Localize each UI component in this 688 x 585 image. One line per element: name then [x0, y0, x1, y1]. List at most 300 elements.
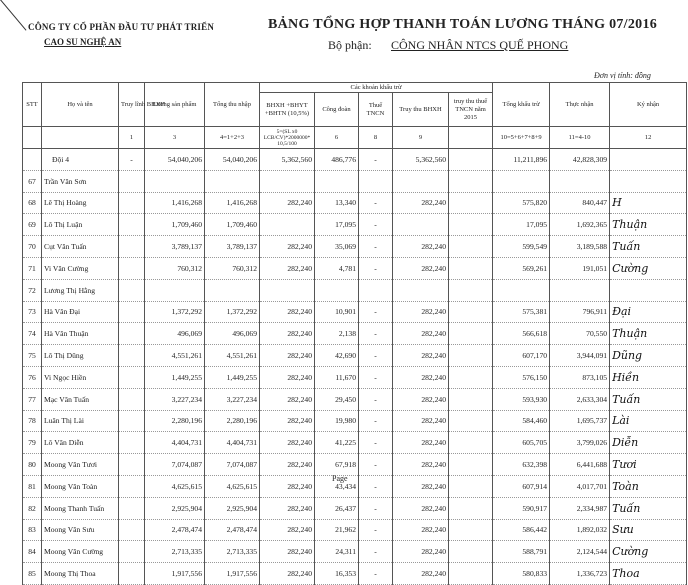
- group-tong-thu-nhap: 54,040,206: [205, 149, 260, 171]
- cell-bhxh: [260, 170, 315, 192]
- cell-empty: [119, 345, 145, 367]
- cell-empty: [119, 475, 145, 497]
- cell-tong: 4,625,615: [205, 475, 260, 497]
- index-cell: 10=5+6+7+8+9: [493, 127, 550, 149]
- table-row: [23, 388, 687, 410]
- cell-bhxh: 282,240: [260, 323, 315, 345]
- table-row: [23, 563, 687, 585]
- cell-luong_sp: 1,449,255: [145, 366, 205, 388]
- cell-cd: 42,690: [315, 345, 359, 367]
- cell-tong: 1,372,292: [205, 301, 260, 323]
- cell-empty: [119, 170, 145, 192]
- cell-tn: [550, 279, 610, 301]
- table-row: [23, 214, 687, 236]
- cell-tkt: 586,442: [493, 519, 550, 541]
- cell-cd: 19,980: [315, 410, 359, 432]
- cell-bhxh: 282,240: [260, 345, 315, 367]
- cell-luong_sp: 2,280,196: [145, 410, 205, 432]
- cell-empty: [119, 454, 145, 476]
- cell-tkt: 580,833: [493, 563, 550, 585]
- cell-name: Moong Văn Tươi: [42, 454, 119, 476]
- cell-sig: [610, 279, 687, 301]
- company-name-line2: CAO SU NGHỆ AN: [44, 37, 122, 47]
- cell-tong: 7,074,087: [205, 454, 260, 476]
- cell-stt: 71: [23, 257, 42, 279]
- department-label: Bộ phận:: [328, 38, 372, 52]
- cell-stt: 81: [23, 475, 42, 497]
- col-thue: Thuế TNCN: [359, 93, 393, 127]
- cell-empty: [119, 410, 145, 432]
- cell-tong: [205, 279, 260, 301]
- cell-tong: 1,917,556: [205, 563, 260, 585]
- cell-empty: [449, 410, 493, 432]
- cell-cd: 2,138: [315, 323, 359, 345]
- cell-name: Trần Văn Sơn: [42, 170, 119, 192]
- table-row: [23, 541, 687, 563]
- cell-thue: [359, 170, 393, 192]
- cell-tn: 4,017,701: [550, 475, 610, 497]
- cell-tong: 2,280,196: [205, 410, 260, 432]
- table-row: [23, 454, 687, 476]
- cell-luong_sp: 3,227,234: [145, 388, 205, 410]
- cell-name: Lương Thị Hằng: [42, 279, 119, 301]
- cell-sig: Đại: [610, 301, 687, 323]
- cell-tong: 3,789,137: [205, 236, 260, 258]
- cell-stt: 73: [23, 301, 42, 323]
- cell-empty: [119, 192, 145, 214]
- cell-empty: [449, 519, 493, 541]
- cell-tkt: 607,170: [493, 345, 550, 367]
- cell-tkt: 17,095: [493, 214, 550, 236]
- col-bhxh: BHXH +BHYT +BHTN (10,5%): [260, 93, 315, 127]
- cell-empty: [119, 236, 145, 258]
- col-deductions-group: Các khoản khấu trừ: [260, 83, 493, 93]
- cell-tn: 1,892,032: [550, 519, 610, 541]
- cell-sig: H: [610, 192, 687, 214]
- cell-sig: Tuấn: [610, 388, 687, 410]
- index-cell: 8: [359, 127, 393, 149]
- cell-stt: 69: [23, 214, 42, 236]
- cell-thue: -: [359, 519, 393, 541]
- cell-bhxh: 282,240: [260, 432, 315, 454]
- cell-truy: 282,240: [393, 323, 449, 345]
- index-cell: 11=4-10: [550, 127, 610, 149]
- cell-empty: [449, 192, 493, 214]
- cell-thue: -: [359, 388, 393, 410]
- table-row: [23, 323, 687, 345]
- cell-sig: Cường: [610, 257, 687, 279]
- cell-thue: -: [359, 432, 393, 454]
- index-cell: [42, 127, 119, 149]
- cell-name: Moong Thanh Tuấn: [42, 497, 119, 519]
- cell-tkt: 599,549: [493, 236, 550, 258]
- payroll-table: [22, 82, 687, 585]
- cell-truy: 282,240: [393, 257, 449, 279]
- cell-tn: 6,441,688: [550, 454, 610, 476]
- cell-luong_sp: 4,551,261: [145, 345, 205, 367]
- cell-truy: 282,240: [393, 345, 449, 367]
- cell-tong: 4,404,731: [205, 432, 260, 454]
- index-cell: 6: [315, 127, 359, 149]
- cell-tkt: 605,705: [493, 432, 550, 454]
- cell-luong_sp: 1,372,292: [145, 301, 205, 323]
- page-label: Page: [332, 474, 348, 483]
- cell-empty: [119, 497, 145, 519]
- unit-note: Đơn vị tính: đồng: [594, 71, 651, 80]
- index-cell: 1: [119, 127, 145, 149]
- col-stt: STT: [23, 83, 42, 127]
- group-thue: -: [359, 149, 393, 171]
- cell-empty: [449, 388, 493, 410]
- cell-cd: 41,225: [315, 432, 359, 454]
- table-row: [23, 345, 687, 367]
- cell-cd: 13,340: [315, 192, 359, 214]
- cell-luong_sp: [145, 170, 205, 192]
- cell-name: Moong Văn Toàn: [42, 475, 119, 497]
- col-cong-doan: Công đoàn: [315, 93, 359, 127]
- cell-tn: 3,799,026: [550, 432, 610, 454]
- table-row: [23, 192, 687, 214]
- cell-tong: 1,416,268: [205, 192, 260, 214]
- cell-sig: Diễn: [610, 432, 687, 454]
- cell-sig: Tuấn: [610, 497, 687, 519]
- cell-cd: 21,962: [315, 519, 359, 541]
- cell-sig: Dũng: [610, 345, 687, 367]
- cell-tn: 1,336,723: [550, 563, 610, 585]
- cell-cd: 26,437: [315, 497, 359, 519]
- cell-empty: [119, 388, 145, 410]
- cell-sig: Cường: [610, 541, 687, 563]
- cell-tkt: 575,820: [493, 192, 550, 214]
- cell-empty: [119, 279, 145, 301]
- cell-empty: [449, 432, 493, 454]
- table-row: [23, 410, 687, 432]
- cell-luong_sp: 2,925,904: [145, 497, 205, 519]
- cell-empty: [449, 301, 493, 323]
- cell-cd: [315, 170, 359, 192]
- cell-tkt: 593,930: [493, 388, 550, 410]
- cell-thue: -: [359, 323, 393, 345]
- index-cell: 5=(SL x0 LCB/CV)*2000000* 10,5/100: [260, 127, 315, 149]
- cell-sig: Sưu: [610, 519, 687, 541]
- cell-name: Lô Thị Luận: [42, 214, 119, 236]
- cell-empty: [119, 301, 145, 323]
- cell-tong: 1,709,460: [205, 214, 260, 236]
- cell-stt: 75: [23, 345, 42, 367]
- cell-truy: [393, 214, 449, 236]
- group-thuc-nhan: 42,828,309: [550, 149, 610, 171]
- cell-name: Lô Thị Dũng: [42, 345, 119, 367]
- cell-tong: 2,925,904: [205, 497, 260, 519]
- cell-empty: [119, 563, 145, 585]
- cell-luong_sp: 1,709,460: [145, 214, 205, 236]
- cell-empty: [449, 563, 493, 585]
- cell-sig: Toàn: [610, 475, 687, 497]
- cell-name: Lê Thị Hoàng: [42, 192, 119, 214]
- cell-bhxh: 282,240: [260, 366, 315, 388]
- cell-cd: [315, 279, 359, 301]
- cell-sig: Thoa: [610, 563, 687, 585]
- cell-bhxh: 282,240: [260, 454, 315, 476]
- cell-truy: 282,240: [393, 366, 449, 388]
- index-cell: [23, 127, 42, 149]
- cell-tkt: 569,261: [493, 257, 550, 279]
- department-value: CÔNG NHÂN NTCS QUẾ PHONG: [391, 38, 569, 52]
- cell-thue: -: [359, 214, 393, 236]
- cell-stt: 80: [23, 454, 42, 476]
- col-truy-linh: Truy lĩnh BHXH: [119, 83, 145, 127]
- index-cell: 4=1+2+3: [205, 127, 260, 149]
- cell-bhxh: 282,240: [260, 301, 315, 323]
- table-row: [23, 519, 687, 541]
- cell-tn: 2,334,987: [550, 497, 610, 519]
- cell-thue: -: [359, 497, 393, 519]
- index-cell: 12: [610, 127, 687, 149]
- cell-tkt: 575,381: [493, 301, 550, 323]
- cell-name: Moong Văn Cường: [42, 541, 119, 563]
- group-bhxh: 5,362,560: [260, 149, 315, 171]
- cell-cd: 43,434: [315, 475, 359, 497]
- cell-empty: [449, 497, 493, 519]
- cell-tn: 1,695,737: [550, 410, 610, 432]
- cell-cd: 16,353: [315, 563, 359, 585]
- cell-stt: 82: [23, 497, 42, 519]
- cell-empty: [449, 257, 493, 279]
- col-tong-khau-tru: Tổng khấu trừ: [493, 83, 550, 127]
- cell-empty: [449, 541, 493, 563]
- cell-truy: 282,240: [393, 192, 449, 214]
- cell-tn: 1,692,365: [550, 214, 610, 236]
- cell-empty: [119, 257, 145, 279]
- col-truy-thu: Truy thu BHXH: [393, 93, 449, 127]
- cell-stt: 85: [23, 563, 42, 585]
- cell-bhxh: 282,240: [260, 236, 315, 258]
- cell-name: Luân Thị Lài: [42, 410, 119, 432]
- cell-tn: 840,447: [550, 192, 610, 214]
- cell-tn: 70,550: [550, 323, 610, 345]
- cell-empty: [449, 279, 493, 301]
- cell-cd: 10,901: [315, 301, 359, 323]
- group-cong-doan: 486,776: [315, 149, 359, 171]
- table-row: [23, 366, 687, 388]
- cell-sig: Tươi: [610, 454, 687, 476]
- group-row: [23, 149, 687, 171]
- cell-cd: 67,918: [315, 454, 359, 476]
- col-ky-nhan: Ký nhận: [610, 83, 687, 127]
- cell-sig: Thuận: [610, 323, 687, 345]
- cell-truy: 282,240: [393, 475, 449, 497]
- cell-tong: 4,551,261: [205, 345, 260, 367]
- cell-truy: 282,240: [393, 519, 449, 541]
- cell-tn: 873,105: [550, 366, 610, 388]
- cell-bhxh: 282,240: [260, 497, 315, 519]
- cell-thue: [359, 279, 393, 301]
- group-truy-thu: 5,362,560: [393, 149, 449, 171]
- cell-tong: 2,713,335: [205, 541, 260, 563]
- cell-tong: 496,069: [205, 323, 260, 345]
- cell-cd: 29,450: [315, 388, 359, 410]
- cell-name: Hà Văn Thuận: [42, 323, 119, 345]
- cell-luong_sp: 1,416,268: [145, 192, 205, 214]
- index-cell: [449, 127, 493, 149]
- cell-thue: -: [359, 301, 393, 323]
- group-label: Đội 4: [42, 149, 119, 171]
- cell-empty: [449, 454, 493, 476]
- cell-luong_sp: 2,478,474: [145, 519, 205, 541]
- cell-thue: -: [359, 541, 393, 563]
- cell-tkt: 590,917: [493, 497, 550, 519]
- cell-sig: Lài: [610, 410, 687, 432]
- cell-name: Vi Ngọc Hiền: [42, 366, 119, 388]
- cell-bhxh: [260, 214, 315, 236]
- cell-stt: 79: [23, 432, 42, 454]
- cell-thue: -: [359, 454, 393, 476]
- cell-tn: 3,944,091: [550, 345, 610, 367]
- cell-tkt: 607,914: [493, 475, 550, 497]
- cell-luong_sp: 760,312: [145, 257, 205, 279]
- cell-truy: 282,240: [393, 432, 449, 454]
- cell-tn: [550, 170, 610, 192]
- cell-empty: [449, 214, 493, 236]
- cell-thue: -: [359, 257, 393, 279]
- cell-tn: 2,633,304: [550, 388, 610, 410]
- group-luong-sp: 54,040,206: [145, 149, 205, 171]
- cell-cd: 4,781: [315, 257, 359, 279]
- cell-empty: [119, 519, 145, 541]
- col-tong-thu-nhap: Tổng thu nhập: [205, 83, 260, 127]
- cell-truy: 282,240: [393, 497, 449, 519]
- table-row: [23, 279, 687, 301]
- cell-thue: -: [359, 563, 393, 585]
- index-row: [23, 127, 687, 149]
- cell-tong: [205, 170, 260, 192]
- cell-stt: 84: [23, 541, 42, 563]
- cell-empty: [119, 323, 145, 345]
- cell-cd: 24,311: [315, 541, 359, 563]
- cell-thue: -: [359, 475, 393, 497]
- cell-tn: 796,911: [550, 301, 610, 323]
- cell-truy: 282,240: [393, 388, 449, 410]
- cell-truy: [393, 279, 449, 301]
- cell-stt: 74: [23, 323, 42, 345]
- cell-sig: Tuấn: [610, 236, 687, 258]
- cell-luong_sp: 7,074,087: [145, 454, 205, 476]
- table-row: [23, 497, 687, 519]
- cell-name: Hà Văn Đại: [42, 301, 119, 323]
- cell-luong_sp: 3,789,137: [145, 236, 205, 258]
- cell-tn: 2,124,544: [550, 541, 610, 563]
- cell-tn: 191,051: [550, 257, 610, 279]
- cell-bhxh: 282,240: [260, 257, 315, 279]
- table-row: [23, 170, 687, 192]
- cell-empty: [119, 214, 145, 236]
- table-row: [23, 432, 687, 454]
- cell-name: Vi Văn Cường: [42, 257, 119, 279]
- cell-cd: 11,670: [315, 366, 359, 388]
- cell-stt: 70: [23, 236, 42, 258]
- cell-empty: [449, 236, 493, 258]
- cell-thue: -: [359, 366, 393, 388]
- table-row: [23, 236, 687, 258]
- company-name-line1: CÔNG TY CỔ PHẦN ĐẦU TƯ PHÁT TRIỂN: [28, 22, 215, 32]
- cell-empty: [119, 541, 145, 563]
- cell-truy: 282,240: [393, 301, 449, 323]
- cell-tkt: 566,618: [493, 323, 550, 345]
- cell-luong_sp: [145, 279, 205, 301]
- cell-empty: [119, 366, 145, 388]
- index-cell: 3: [145, 127, 205, 149]
- cell-empty: [449, 366, 493, 388]
- cell-tong: 1,449,255: [205, 366, 260, 388]
- cell-sig: Thuận: [610, 214, 687, 236]
- cell-tkt: [493, 279, 550, 301]
- cell-tkt: 588,791: [493, 541, 550, 563]
- cell-bhxh: 282,240: [260, 475, 315, 497]
- cell-luong_sp: 4,625,615: [145, 475, 205, 497]
- cell-stt: 76: [23, 366, 42, 388]
- col-luong-sp: Lương sản phẩm: [145, 83, 205, 127]
- cell-name: Moong Thị Thoa: [42, 563, 119, 585]
- cell-name: Lô Văn Diễn: [42, 432, 119, 454]
- cell-tong: 3,227,234: [205, 388, 260, 410]
- cell-bhxh: 282,240: [260, 410, 315, 432]
- cell-name: Cụt Văn Tuấn: [42, 236, 119, 258]
- cell-bhxh: [260, 279, 315, 301]
- cell-tong: 2,478,474: [205, 519, 260, 541]
- cell-tkt: [493, 170, 550, 192]
- cell-stt: 68: [23, 192, 42, 214]
- document-title: BẢNG TỔNG HỢP THANH TOÁN LƯƠNG THÁNG 07/2016: [268, 17, 658, 32]
- cell-stt: 67: [23, 170, 42, 192]
- cell-cd: 17,095: [315, 214, 359, 236]
- cell-empty: [449, 345, 493, 367]
- col-name: Họ và tên: [42, 83, 119, 127]
- cell-cd: 35,069: [315, 236, 359, 258]
- cell-thue: -: [359, 345, 393, 367]
- cell-truy: 282,240: [393, 410, 449, 432]
- col-thuc-nhan: Thực nhận: [550, 83, 610, 127]
- table-row: [23, 475, 687, 497]
- cell-thue: -: [359, 410, 393, 432]
- cell-name: Mạc Văn Tuấn: [42, 388, 119, 410]
- cell-tong: 760,312: [205, 257, 260, 279]
- cell-luong_sp: 1,917,556: [145, 563, 205, 585]
- cell-tkt: 584,460: [493, 410, 550, 432]
- cell-tn: 3,189,588: [550, 236, 610, 258]
- table-row: [23, 301, 687, 323]
- table-row: [23, 257, 687, 279]
- cell-bhxh: 282,240: [260, 541, 315, 563]
- cell-thue: -: [359, 236, 393, 258]
- cell-bhxh: 282,240: [260, 519, 315, 541]
- cell-empty: [449, 475, 493, 497]
- cell-tkt: 632,398: [493, 454, 550, 476]
- cell-luong_sp: 4,404,731: [145, 432, 205, 454]
- cell-sig: [610, 170, 687, 192]
- col-truy-thu-thue: truy thu thuế TNCN năm 2015: [449, 93, 493, 127]
- cell-bhxh: 282,240: [260, 388, 315, 410]
- cell-stt: 83: [23, 519, 42, 541]
- cell-truy: 282,240: [393, 541, 449, 563]
- cell-empty: [449, 170, 493, 192]
- cell-truy: 282,240: [393, 563, 449, 585]
- cell-truy: [393, 170, 449, 192]
- cell-bhxh: 282,240: [260, 192, 315, 214]
- cell-sig: Hiền: [610, 366, 687, 388]
- cell-truy: 282,240: [393, 236, 449, 258]
- cell-bhxh: 282,240: [260, 563, 315, 585]
- cell-empty: [449, 323, 493, 345]
